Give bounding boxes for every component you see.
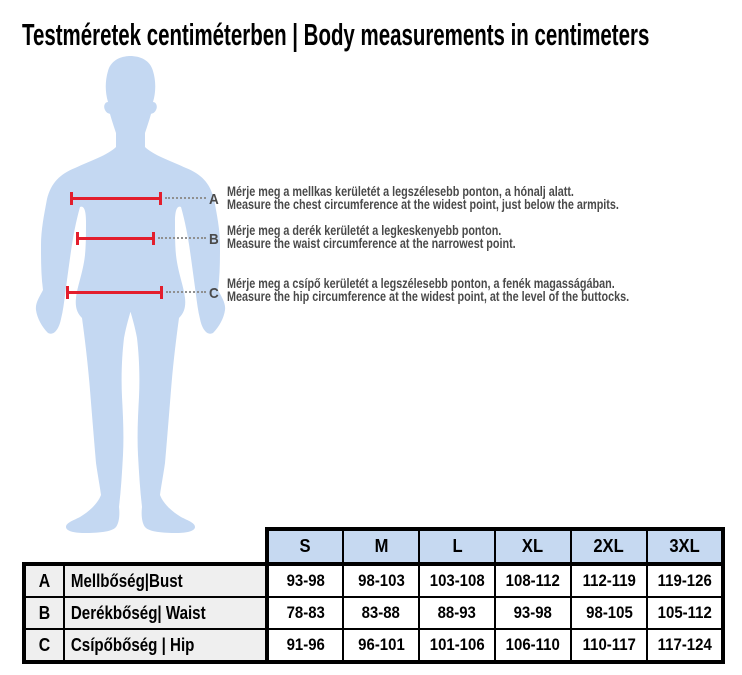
body-silhouette: [30, 55, 230, 545]
row-letter: C: [24, 629, 64, 662]
hip-letter: C: [209, 285, 219, 302]
size-col-3xl: 3XL: [647, 529, 723, 564]
chest-line-cap-right: [159, 192, 162, 205]
table-row-waist: [24, 597, 723, 629]
annotation-waist-en: Measure the waist circumference at the narrowest point.: [227, 236, 516, 251]
waist-line: [78, 237, 154, 240]
size-value: 93-98: [495, 597, 571, 629]
page-title: Testméretek centiméterben | Body measurements in centimeters: [22, 17, 650, 52]
waist-letter: B: [209, 231, 219, 248]
size-value: 83-88: [343, 597, 419, 629]
size-col-m: M: [343, 529, 419, 564]
size-col-s: S: [267, 529, 343, 564]
size-col-l: L: [419, 529, 495, 564]
hip-line-cap-right: [160, 286, 163, 299]
size-col-xl: XL: [495, 529, 571, 564]
size-value: 88-93: [419, 597, 495, 629]
annotation-hip-hu: Mérje meg a csípő kerületét a legszélesebb ponton, a fenék magasságában.: [227, 276, 615, 291]
size-value: 91-96: [267, 629, 343, 662]
size-col-2xl: 2XL: [571, 529, 647, 564]
waist-line-cap-right: [152, 232, 155, 245]
annotation-chest-hu: Mérje meg a mellkas kerületét a legszélesebb ponton, a hónalj alatt.: [227, 184, 574, 199]
hip-line-cap-left: [66, 286, 69, 299]
row-letter: B: [24, 597, 64, 629]
size-table: [22, 527, 725, 664]
header-spacer: [24, 529, 267, 564]
hip-line: [68, 291, 162, 294]
size-header-row: [24, 529, 723, 564]
chest-letter: A: [209, 191, 219, 208]
table-row-hip: [24, 629, 723, 662]
annotation-chest: [227, 185, 619, 211]
size-value: 78-83: [267, 597, 343, 629]
size-value: 101-106: [419, 629, 495, 662]
size-value: 117-124: [647, 629, 723, 662]
annotation-hip-en: Measure the hip circumference at the widest point, at the level of the buttocks.: [227, 289, 630, 304]
size-value: 110-117: [571, 629, 647, 662]
size-value: 103-108: [419, 564, 495, 597]
size-value: 96-101: [343, 629, 419, 662]
size-value: 106-110: [495, 629, 571, 662]
row-label: Derékbőség| Waist: [64, 597, 267, 629]
table-row-bust: [24, 564, 723, 597]
annotation-chest-en: Measure the chest circumference at the widest point, just below the armpits.: [227, 197, 619, 212]
row-letter: A: [24, 564, 64, 597]
size-value: 98-105: [571, 597, 647, 629]
size-value: 112-119: [571, 564, 647, 597]
row-label: Mellbőség|Bust: [64, 564, 267, 597]
annotation-waist: [227, 224, 516, 250]
size-value: 105-112: [647, 597, 723, 629]
hip-dotted-connector: [166, 291, 206, 293]
size-value: 108-112: [495, 564, 571, 597]
annotation-waist-hu: Mérje meg a derék kerületét a legkeskenyebb ponton.: [227, 223, 502, 238]
waist-dotted-connector: [158, 237, 206, 239]
chest-line-cap-left: [70, 192, 73, 205]
annotation-hip: [227, 277, 629, 303]
size-value: 98-103: [343, 564, 419, 597]
size-value: 93-98: [267, 564, 343, 597]
size-value: 119-126: [647, 564, 723, 597]
waist-line-cap-left: [76, 232, 79, 245]
chest-dotted-connector: [165, 197, 206, 199]
row-label: Csípőbőség | Hip: [64, 629, 267, 662]
chest-line: [72, 197, 161, 200]
